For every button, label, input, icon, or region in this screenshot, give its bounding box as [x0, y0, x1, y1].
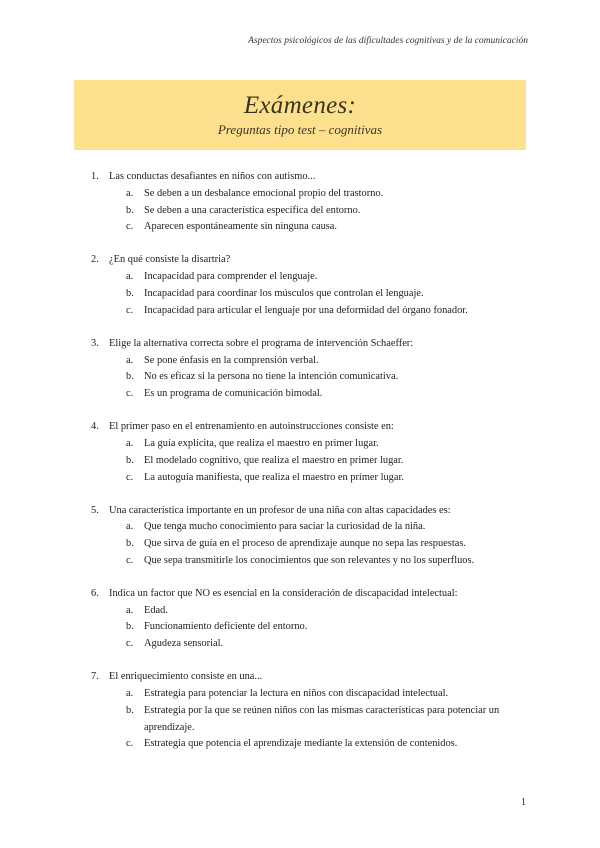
option-letter: c. [126, 554, 134, 566]
option-c [126, 219, 531, 236]
question-text: ¿En qué consiste la disartria? [109, 254, 231, 266]
option-list [126, 603, 531, 653]
option-text: Estrategia que potencia el aprendizaje mediante la extensión de contenidos. [144, 738, 458, 750]
option-list [126, 436, 531, 486]
option-a [126, 686, 531, 703]
option-letter: b. [126, 371, 134, 383]
option-a [126, 269, 531, 286]
running-header: Aspectos psicológicos de las dificultades cognitivas y de la comunicación [248, 36, 528, 46]
question-number: 2. [91, 254, 99, 266]
option-a [126, 603, 531, 620]
question-list [91, 169, 531, 769]
question-4 [91, 419, 531, 486]
option-c [126, 386, 531, 403]
option-b [126, 703, 531, 737]
option-letter: a. [126, 354, 134, 366]
question-text: Las conductas desafiantes en niños con autismo... [109, 171, 316, 182]
option-letter: b. [126, 204, 134, 216]
question-number: 5. [91, 504, 99, 516]
question-3 [91, 336, 531, 403]
option-letter: a. [126, 437, 134, 449]
question-text: Elige la alternativa correcta sobre el programa de intervención Schaeffer: [109, 337, 414, 349]
question-text: El primer paso en el entrenamiento en autoinstrucciones consiste en: [109, 421, 394, 433]
question-2 [91, 252, 531, 319]
option-letter: c. [126, 471, 134, 483]
option-list [126, 686, 531, 753]
question-text: El enriquecimiento consiste en una... [109, 671, 263, 683]
question-number: 7. [91, 671, 99, 683]
option-text: La guía explícita, que realiza el maestro en primer lugar. [144, 437, 379, 449]
question-5 [91, 503, 531, 570]
option-text: El modelado cognitivo, que realiza el maestro en primer lugar. [144, 454, 404, 466]
page-subtitle: Preguntas tipo test – cognitivas [217, 122, 383, 137]
question-6 [91, 586, 531, 653]
option-letter: b. [126, 287, 134, 299]
option-text: Edad. [144, 604, 168, 616]
option-c [126, 553, 531, 570]
option-text: Estrategia para potenciar la lectura en niños con discapacidad intelectual. [144, 688, 449, 700]
option-text: Aparecen espontáneamente sin ninguna causa. [144, 221, 338, 233]
option-letter: a. [126, 271, 134, 283]
option-text: Estrategia por la que se reúnen niños con las mismas características para potenciar un aprendizaje. [144, 704, 500, 733]
question-number: 4. [91, 421, 99, 433]
option-list [126, 186, 531, 236]
option-b [126, 203, 531, 220]
page-number: 1 [521, 797, 526, 808]
option-b [126, 619, 531, 636]
option-letter: b. [126, 704, 134, 716]
question-number: 3. [91, 337, 99, 349]
option-list [126, 269, 531, 319]
option-letter: b. [126, 621, 134, 633]
option-text: Que sepa transmitirle los conocimientos que son relevantes y no los superfluos. [144, 554, 475, 566]
option-text: Incapacidad para articular el lenguaje por una deformidad del órgano fonador. [144, 304, 468, 316]
option-text: La autoguía manifiesta, que realiza el maestro en primer lugar. [144, 471, 404, 483]
option-a [126, 519, 531, 536]
option-text: Funcionamiento deficiente del entorno. [144, 621, 308, 633]
option-list [126, 353, 531, 403]
option-a [126, 186, 531, 203]
option-a [126, 353, 531, 370]
option-text: No es eficaz si la persona no tiene la intención comunicativa. [144, 371, 399, 383]
page-title: Exámenes: [243, 92, 357, 119]
question-text: Indica un factor que NO es esencial en la consideración de discapacidad intelectual: [109, 587, 458, 599]
option-c [126, 636, 531, 653]
option-letter: c. [126, 388, 134, 400]
option-letter: c. [126, 304, 134, 316]
question-7 [91, 669, 531, 753]
question-number: 6. [91, 587, 99, 599]
option-letter: a. [126, 688, 134, 700]
option-letter: c. [126, 221, 134, 233]
option-letter: a. [126, 521, 134, 533]
option-letter: c. [126, 738, 134, 750]
option-c [126, 470, 531, 487]
option-b [126, 453, 531, 470]
option-b [126, 536, 531, 553]
option-text: Que sirva de guía en el proceso de aprendizaje aunque no sepa las respuestas. [144, 538, 466, 550]
option-letter: c. [126, 638, 134, 650]
option-a [126, 436, 531, 453]
option-b [126, 369, 531, 386]
option-list [126, 519, 531, 569]
question-1 [91, 169, 531, 236]
option-text: Se pone énfasis en la comprensión verbal. [144, 354, 319, 366]
option-c [126, 303, 531, 320]
option-b [126, 286, 531, 303]
option-text: Incapacidad para coordinar los músculos que controlan el lenguaje. [144, 287, 424, 299]
question-text: Una característica importante en un profesor de una niña con altas capacidades es: [109, 504, 451, 516]
option-text: Se deben a una característica específica del entorno. [144, 204, 361, 216]
option-c [126, 736, 531, 753]
title-banner [74, 80, 526, 150]
option-text: Incapacidad para comprender el lenguaje. [144, 271, 318, 283]
option-text: Que tenga mucho conocimiento para saciar la curiosidad de la niña. [144, 521, 426, 533]
option-text: Agudeza sensorial. [144, 638, 224, 650]
option-letter: b. [126, 538, 134, 550]
option-text: Es un programa de comunicación bimodal. [144, 388, 323, 400]
question-number: 1. [91, 171, 99, 182]
option-text: Se deben a un desbalance emocional propio del trastorno. [144, 187, 384, 199]
option-letter: a. [126, 187, 134, 199]
option-letter: a. [126, 604, 134, 616]
option-letter: b. [126, 454, 134, 466]
